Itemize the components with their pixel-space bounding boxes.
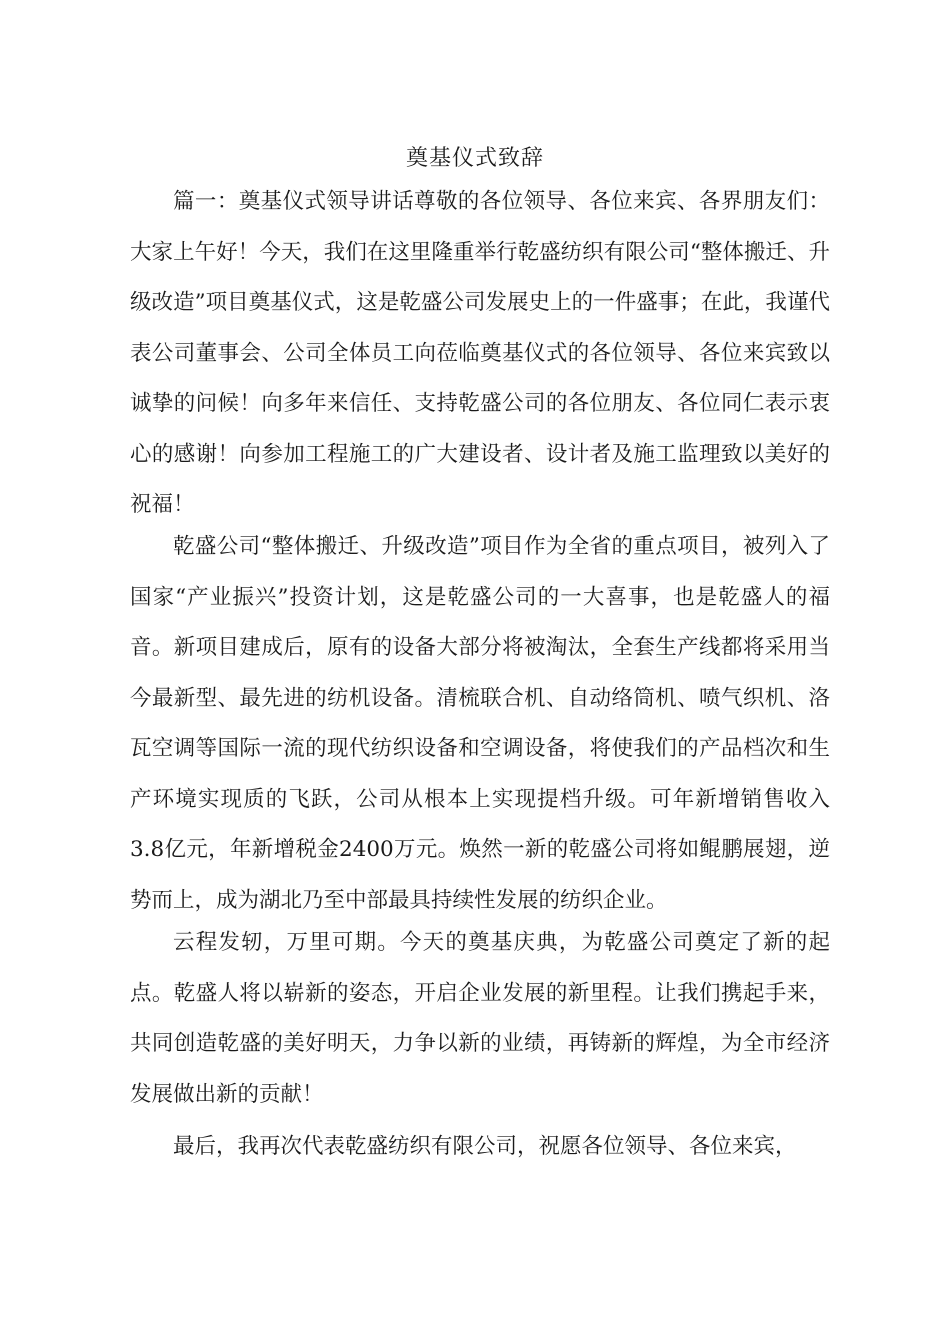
paragraph-project: 乾盛公司“整体搬迁、升级改造”项目作为全省的重点项目，被列入了国家“产业振兴”投资计划，这是乾盛公司的一大喜事，也是乾盛人的福音。新项目建成后，原有的设备大部分将被淘汰，全套生产线都将采用当今最新型、最先进的纺机设备。清梳联合机、自动络筒机、喷气织机、洛瓦空调等国际一流的现代纺织设备和空调设备，将使我们的产品档次和生产环境实现质的飞跃，公司从根本上实现提档升级。可年新增销售收入3.8亿元，年新增税金2400万元。焕然一新的乾盛公司将如鲲鹏展翅，逆势而上，成为湖北乃至中部最具持续性发展的纺织企业。 bbox=[130, 534, 830, 913]
paragraph-opening: 篇一：奠基仪式领导讲话尊敬的各位领导、各位来宾、各界朋友们：大家上午好！今天，我们在这里隆重举行乾盛纺织有限公司“整体搬迁、升级改造”项目奠基仪式，这是乾盛公司发展史上的一件盛事；在此，我谨代表公司董事会、公司全体员工向莅临奠基仪式的各位领导、各位来宾致以诚挚的问候！向多年来信任、支持乾盛公司的各位朋友、各位同仁表示衷心的感谢！向参加工程施工的广大建设者、设计者及施工监理致以美好的祝福！ bbox=[130, 189, 830, 517]
paragraph-outlook: 云程发轫，万里可期。今天的奠基庆典，为乾盛公司奠定了新的起点。乾盛人将以崭新的姿态，开启企业发展的新里程。让我们携起手来，共同创造乾盛的美好明天，力争以新的业绩，再铸新的辉煌，为全市经济发展做出新的贡献！ bbox=[130, 930, 830, 1107]
document-title: 奠基仪式致辞 bbox=[405, 146, 544, 171]
paragraph-closing: 最后，我再次代表乾盛纺织有限公司，祝愿各位领导、各位来宾， bbox=[173, 1134, 797, 1159]
